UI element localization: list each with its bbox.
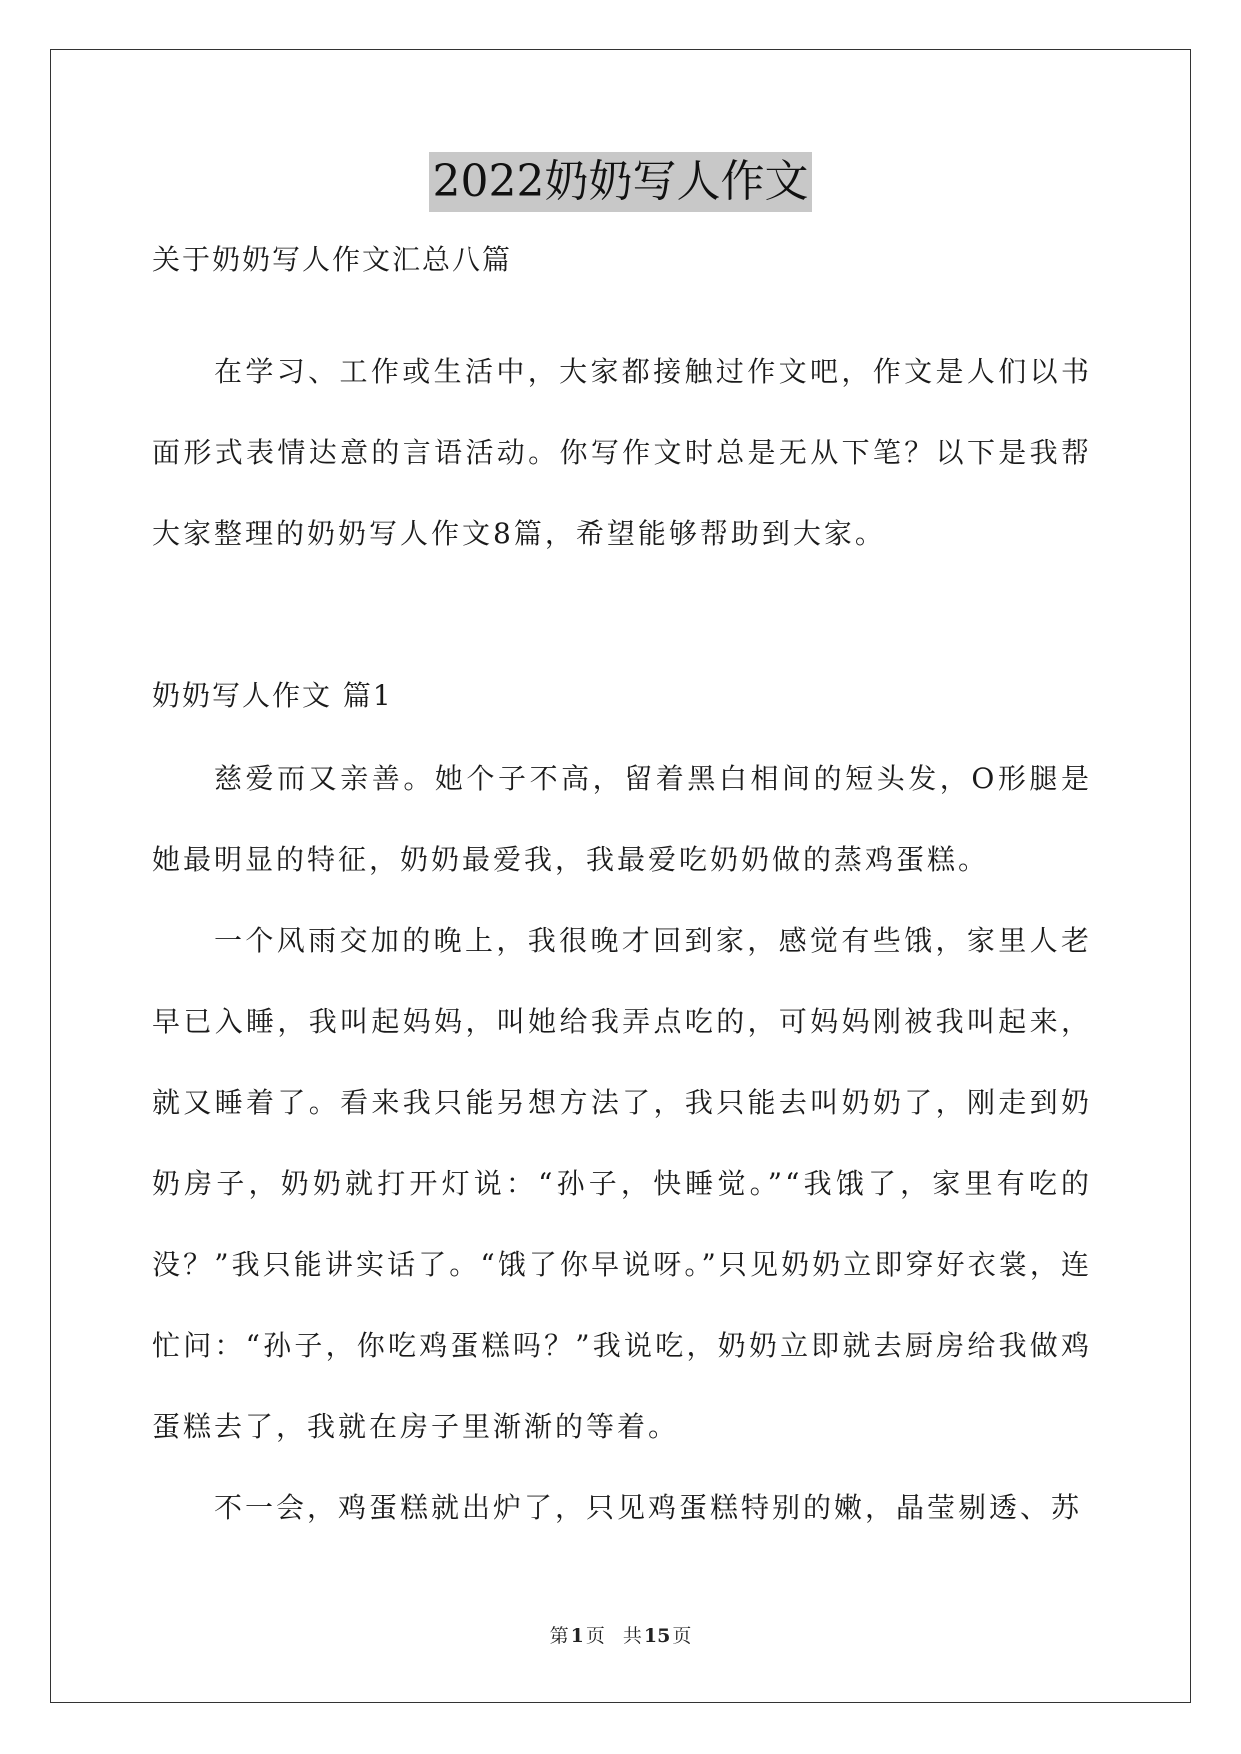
document-subtitle: 关于奶奶写人作文汇总八篇 (152, 243, 513, 276)
footer-page-suffix: 页 (585, 1625, 605, 1647)
footer-page-number: 1 (570, 1625, 584, 1647)
intro-section (152, 331, 1092, 574)
footer-total-pages: 15 (643, 1625, 671, 1647)
footer-total-prefix: 共 (622, 1625, 642, 1647)
intro-paragraph: 在学习、工作或生活中，大家都接触过作文吧，作文是人们以书面形式表情达意的言语活动。你写作文时总是无从下笔？以下是我帮大家整理的奶奶写人作文8篇，希望能够帮助到大家。 (152, 355, 1092, 550)
footer-total-suffix: 页 (672, 1625, 692, 1647)
essay-paragraph-1: 慈爱而又亲善。她个子不高，留着黑白相间的短头发，O形腿是她最明显的特征，奶奶最爱我，我最爱吃奶奶做的蒸鸡蛋糕。 (152, 762, 1092, 876)
document-title: 2022奶奶写人作文 (429, 152, 813, 212)
page-footer (0, 1624, 1241, 1648)
section-heading: 奶奶写人作文 篇1 (152, 679, 393, 712)
title-container (0, 152, 1241, 212)
footer-page-prefix: 第 (549, 1625, 569, 1647)
essay-paragraph-2: 一个风雨交加的晚上，我很晚才回到家，感觉有些饿，家里人老早已入睡，我叫起妈妈，叫她给我弄点吃的，可妈妈刚被我叫起来，就又睡着了。看来我只能另想方法了，我只能去叫奶奶了，刚走到奶奶房子，奶奶就打开灯说：“孙子，快睡觉。”“我饿了，家里有吃的没？”我只能讲实话了。“饿了你早说呀。”只见奶奶立即穿好衣裳，连忙问：“孙子，你吃鸡蛋糕吗？”我说吃，奶奶立即就去厨房给我做鸡蛋糕去了，我就在房子里渐渐的等着。 (152, 924, 1092, 1443)
essay-body (152, 738, 1092, 1548)
essay-paragraph-3: 不一会，鸡蛋糕就出炉了，只见鸡蛋糕特别的嫩，晶莹剔透、苏 (214, 1491, 1083, 1524)
